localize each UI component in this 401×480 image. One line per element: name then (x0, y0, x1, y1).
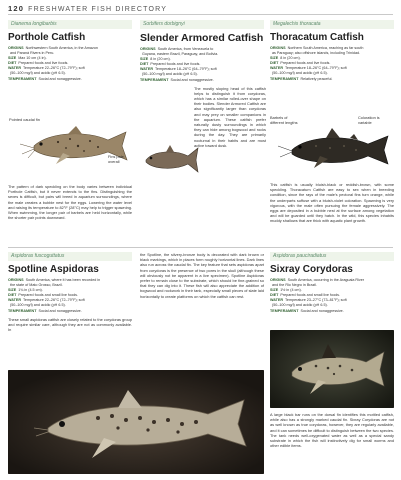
fact-row: the state of Mato Grosso, Brazil. (10, 283, 63, 288)
label-caudal-fin: Pointed caudal fin (9, 117, 40, 122)
scientific-name: Sorbifers dorbignyi (140, 20, 264, 29)
fact-row: SIZE 8 in (20 cm). (270, 56, 301, 61)
body-text: A large black bar runs on the dorsal fin identifies this mottled catfish, while also has a strongly marked caudal fin. Sixray Corydoras are not as well known as true corydoras, however, they are regularly available, and it can sometimes be difficult to distinguish between the two species. The tank needs well-oxygenated water as well as a special sandy substrate in which the fish will instinctively dig for small worms and other edible items. (270, 412, 394, 449)
fact-row: WATER Temperature 22–26°C (72–79°F); soft (8, 298, 85, 303)
species-title: Porthole Catfish (8, 32, 86, 43)
section-rule (8, 247, 393, 248)
body-text: The pattern of dark speckling on the body varies between individual Porthole Catfish, but it never extends to the fins. Distinguishing the sexes is difficult, but pairs will breed in aquarium surroundings, where the male creates a bubble nest for the eggs. Lowering the water level and raising its temperature to 82°F (28°C) may help to trigger spawning. When swimming, the longer pair of barbels are held horizontally, while the shorter pair points downward. (8, 184, 132, 221)
fact-row: DIET Prepared foods and live foods. (270, 61, 331, 66)
fact-row: TEMPERAMENT Social and nonaggressive. (270, 308, 344, 313)
fact-list (8, 46, 132, 82)
fact-row: ORIGINS Northern South America, reaching as far south (270, 46, 364, 50)
fact-list (270, 278, 394, 314)
label-barbels: Barbels of different lengths (270, 115, 298, 125)
fact-row: TEMPERAMENT Relatively peaceful. (270, 76, 333, 81)
body-text: This catfish is usually bluish-black or reddish-brown, with some speckling. Thoracatum Catfish are easy to sex when in breeding condition, since the rays of the male's pectoral fins turn orange, while the underparts suffuse with a bluish-violet coloration. Spawning is very vigorous, with the male often pursuing the female aggressively. The eggs are deposited in a bubble nest at the surface among vegetation and will be guarded until they hatch. In the wild, this species inhabits muddy shallows that are thick with aquatic plant growth. (270, 182, 394, 224)
entry-thoracatum-catfish (270, 20, 394, 82)
label-coloration: Coloration is variable (358, 115, 380, 125)
fact-row: and the Rio Negro in Brazil. (272, 283, 318, 288)
scientific-name: Megalechis thoracata (270, 20, 394, 29)
scientific-name: Aspidoras pauciradiatus (270, 252, 394, 261)
fact-row: SIZE Max 10 cm (4 in). (8, 56, 47, 61)
fact-row: (50–100 mg/l) and acidic (pH 6.5). (10, 303, 66, 308)
fact-row: (50–100 mg/l) and acidic (pH 6.5). (10, 71, 66, 76)
body-text: These small aspidoras catfish are closely related to the corydoras group and require similar care, although they are not as commonly available. In (8, 316, 132, 333)
fact-row: TEMPERAMENT Social and nonaggressive. (140, 77, 214, 82)
fact-row: ORIGINS South America, from Venezuela to (140, 47, 214, 51)
sixray-corydoras-photo (270, 330, 394, 408)
fact-row: as Paraguay; also offshore islands, including Trinidad. (272, 51, 361, 56)
page-number: 120 (8, 4, 25, 13)
body-text: the Spotline, the silvery-bronze body is decorated with dark brown or black markings, which in places form roughly horizontal lines. Dark lines also run across the caudal fin. The key feature that sets aspidoras apart from corydoras is the presence of two pores in the skull (although these will obviously not be apparent in a live specimen). Spotline Aspidoras prefer to remain close to the substrate, which should be fine-grained so that they can dig into it. These fish will also appreciate the addition of bogwood and rockwork in their tank, especially small pieces of slate laid horizontally to create platforms on which the catfish can rest. (140, 252, 264, 299)
fact-row: TEMPERAMENT Social and nonaggressive. (8, 308, 82, 313)
fact-row: ORIGINS Northwestern South America, in the Amazon (8, 46, 98, 50)
entry-sixray-corydoras (270, 252, 394, 314)
fact-row: (50–100 mg/l) and acidic (pH 6.5). (142, 72, 198, 77)
section-title: FRESHWATER FISH DIRECTORY (28, 6, 168, 13)
spotline-description-cont (140, 252, 264, 301)
fact-row: ORIGINS South America, where it has been recorded in (8, 278, 101, 282)
species-title: Sixray Corydoras (270, 264, 353, 275)
thoracatum-description (270, 182, 394, 226)
fact-row: and Paraná Rivers in Peru. (10, 51, 55, 56)
body-text: The mostly sloping head of this catfish helps to distinguish it from corydoras, which has a similar rolled-over shape on their bodies. Slender Armored Catfish are also significantly larger than corydoras and may prey on smaller companions in the aquarium. These catfish prefer naturally dusty surroundings in which they can hide among bogwood and rocks during the day. They are primarily nocturnal in their habits and are most active toward dusk. (194, 85, 266, 148)
porthole-description (8, 184, 132, 222)
fact-row: (50–100 mg/l) and acidic (pH 6.5). (272, 71, 328, 76)
fact-list (270, 46, 394, 82)
fact-row: WATER Temperature 23–27°C (73–81°F); soft (270, 298, 347, 303)
species-title: Thoracatum Catfish (270, 32, 364, 43)
fact-row: SIZE 1½ in (4 cm). (270, 288, 302, 293)
page-header (8, 4, 167, 13)
spotline-aspidoras-photo (8, 370, 264, 474)
fact-row: (50–100 mg/l) and acidic (pH 6.5). (272, 303, 328, 308)
thoracatum-catfish-photo (270, 124, 394, 176)
fact-row: WATER Temperature 22–26°C (72–79°F); soft (8, 66, 85, 71)
header-rule (8, 14, 393, 15)
fact-row: TEMPERAMENT Social and nonaggressive. (8, 76, 82, 81)
fact-row: SIZE 8 in (20 cm). (140, 57, 171, 62)
label-fins-pale: Fins pale overall (108, 154, 124, 164)
scientific-name: Dianema longibarbis (8, 20, 132, 29)
fact-list (140, 47, 264, 83)
fact-row: DIET Prepared foods and small live foods. (8, 293, 79, 298)
fact-row: DIET Prepared foods and live foods. (8, 61, 69, 66)
entry-porthole-catfish (8, 20, 132, 82)
species-title: Slender Armored Catfish (140, 32, 264, 44)
fact-row: DIET Prepared foods and live foods. (140, 62, 201, 67)
fact-row: ORIGINS South America, occurring in the Araguaia River (270, 278, 365, 282)
entry-spotline-aspidoras (8, 252, 132, 334)
fact-row: WATER Temperature 18–26°C (64–79°F); soft (270, 66, 347, 71)
fact-row: DIET Prepared foods and small live foods. (270, 293, 341, 298)
fact-list (8, 278, 132, 314)
slender-catfish-photo (140, 140, 200, 180)
fact-row: WATER Temperature 18–26°C (64–79°F); soft (140, 67, 217, 72)
entry-slender-armored-catfish (140, 20, 264, 150)
fact-row: SIZE 1¾ in (4.5 cm). (8, 288, 43, 293)
scientific-name: Aspidoras fuscoguttatus (8, 252, 132, 261)
sixray-description (270, 412, 394, 450)
species-title: Spotline Aspidoras (8, 264, 99, 275)
fact-row: Guyana, eastern Brazil, Paraguay, and Bolivia. (142, 52, 219, 57)
